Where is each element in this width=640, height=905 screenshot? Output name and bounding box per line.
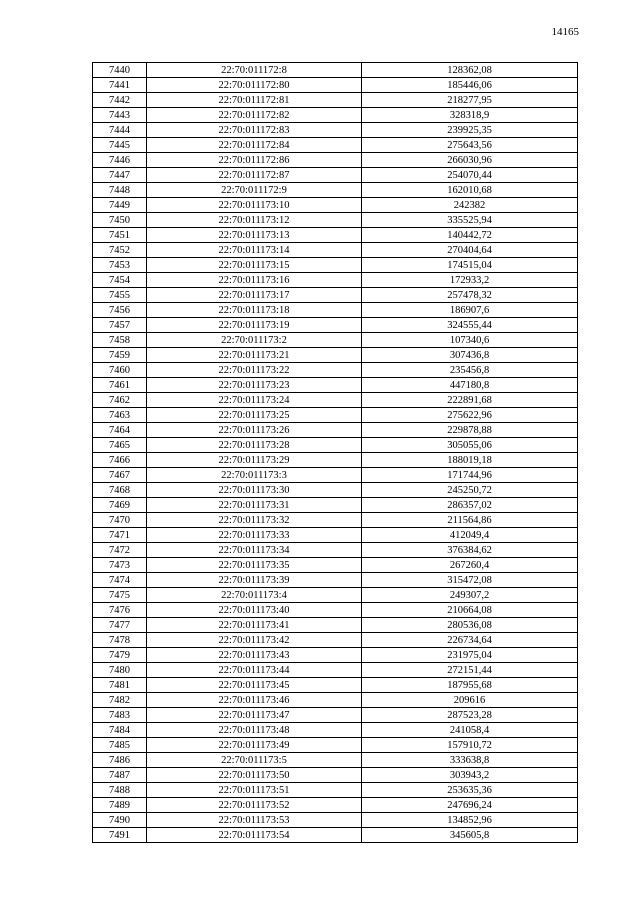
cadastral-number-cell: 22:70:011173:29 — [147, 453, 362, 468]
row-number-cell: 7461 — [93, 378, 147, 393]
value-cell: 287523,28 — [362, 708, 578, 723]
table-row — [93, 168, 578, 183]
value-cell: 249307,2 — [362, 588, 578, 603]
table-row — [93, 633, 578, 648]
table-row — [93, 123, 578, 138]
table-row — [93, 798, 578, 813]
value-cell: 275622,96 — [362, 408, 578, 423]
row-number-cell: 7454 — [93, 273, 147, 288]
row-number-cell: 7483 — [93, 708, 147, 723]
value-cell: 286357,02 — [362, 498, 578, 513]
table-row — [93, 363, 578, 378]
table-row — [93, 333, 578, 348]
value-cell: 266030,96 — [362, 153, 578, 168]
value-cell: 335525,94 — [362, 213, 578, 228]
row-number-cell: 7468 — [93, 483, 147, 498]
row-number-cell: 7472 — [93, 543, 147, 558]
row-number-cell: 7485 — [93, 738, 147, 753]
table-row — [93, 153, 578, 168]
cadastral-number-cell: 22:70:011173:13 — [147, 228, 362, 243]
cadastral-number-cell: 22:70:011173:15 — [147, 258, 362, 273]
value-cell: 241058,4 — [362, 723, 578, 738]
value-cell: 134852,96 — [362, 813, 578, 828]
row-number-cell: 7476 — [93, 603, 147, 618]
row-number-cell: 7459 — [93, 348, 147, 363]
value-cell: 275643,56 — [362, 138, 578, 153]
cadastral-number-cell: 22:70:011172:86 — [147, 153, 362, 168]
row-number-cell: 7475 — [93, 588, 147, 603]
table-row — [93, 573, 578, 588]
value-cell: 247696,24 — [362, 798, 578, 813]
table-row — [93, 828, 578, 843]
cadastral-number-cell: 22:70:011173:41 — [147, 618, 362, 633]
table-row — [93, 813, 578, 828]
cadastral-number-cell: 22:70:011173:53 — [147, 813, 362, 828]
row-number-cell: 7445 — [93, 138, 147, 153]
table-row — [93, 663, 578, 678]
cadastral-number-cell: 22:70:011173:19 — [147, 318, 362, 333]
value-cell: 162010,68 — [362, 183, 578, 198]
table-row — [93, 483, 578, 498]
table-row — [93, 183, 578, 198]
table-row — [93, 453, 578, 468]
row-number-cell: 7446 — [93, 153, 147, 168]
cadastral-number-cell: 22:70:011173:35 — [147, 558, 362, 573]
row-number-cell: 7449 — [93, 198, 147, 213]
value-cell: 140442,72 — [362, 228, 578, 243]
table-row — [93, 678, 578, 693]
table-row — [93, 708, 578, 723]
table-row — [93, 93, 578, 108]
cadastral-number-cell: 22:70:011173:39 — [147, 573, 362, 588]
cadastral-number-cell: 22:70:011173:42 — [147, 633, 362, 648]
value-cell: 174515,04 — [362, 258, 578, 273]
cadastral-number-cell: 22:70:011173:5 — [147, 753, 362, 768]
cadastral-number-cell: 22:70:011173:52 — [147, 798, 362, 813]
row-number-cell: 7447 — [93, 168, 147, 183]
row-number-cell: 7477 — [93, 618, 147, 633]
table-row — [93, 138, 578, 153]
row-number-cell: 7463 — [93, 408, 147, 423]
table-row — [93, 288, 578, 303]
table-row — [93, 228, 578, 243]
value-cell: 333638,8 — [362, 753, 578, 768]
row-number-cell: 7486 — [93, 753, 147, 768]
cadastral-number-cell: 22:70:011173:16 — [147, 273, 362, 288]
value-cell: 235456,8 — [362, 363, 578, 378]
cadastral-number-cell: 22:70:011172:81 — [147, 93, 362, 108]
row-number-cell: 7471 — [93, 528, 147, 543]
cadastral-number-cell: 22:70:011173:21 — [147, 348, 362, 363]
table-row — [93, 393, 578, 408]
table-row — [93, 198, 578, 213]
row-number-cell: 7478 — [93, 633, 147, 648]
value-cell: 270404,64 — [362, 243, 578, 258]
cadastral-number-cell: 22:70:011173:47 — [147, 708, 362, 723]
value-cell: 226734,64 — [362, 633, 578, 648]
cadastral-number-cell: 22:70:011173:10 — [147, 198, 362, 213]
value-cell: 412049,4 — [362, 528, 578, 543]
value-cell: 324555,44 — [362, 318, 578, 333]
cadastral-number-cell: 22:70:011173:17 — [147, 288, 362, 303]
cadastral-number-cell: 22:70:011173:50 — [147, 768, 362, 783]
cadastral-number-cell: 22:70:011173:31 — [147, 498, 362, 513]
cadastral-number-cell: 22:70:011173:33 — [147, 528, 362, 543]
table-row — [93, 63, 578, 78]
value-cell: 185446,06 — [362, 78, 578, 93]
table-row — [93, 513, 578, 528]
row-number-cell: 7460 — [93, 363, 147, 378]
table-row — [93, 213, 578, 228]
cadastral-number-cell: 22:70:011173:48 — [147, 723, 362, 738]
row-number-cell: 7466 — [93, 453, 147, 468]
row-number-cell: 7489 — [93, 798, 147, 813]
row-number-cell: 7457 — [93, 318, 147, 333]
value-cell: 128362,08 — [362, 63, 578, 78]
table-row — [93, 693, 578, 708]
cadastral-number-cell: 22:70:011173:18 — [147, 303, 362, 318]
value-cell: 254070,44 — [362, 168, 578, 183]
cadastral-number-cell: 22:70:011173:45 — [147, 678, 362, 693]
table-row — [93, 423, 578, 438]
row-number-cell: 7443 — [93, 108, 147, 123]
table-row — [93, 78, 578, 93]
value-cell: 210664,08 — [362, 603, 578, 618]
value-cell: 376384,62 — [362, 543, 578, 558]
row-number-cell: 7467 — [93, 468, 147, 483]
value-cell: 157910,72 — [362, 738, 578, 753]
table-row — [93, 723, 578, 738]
table-row — [93, 468, 578, 483]
value-cell: 218277,95 — [362, 93, 578, 108]
value-cell: 229878,88 — [362, 423, 578, 438]
table-row — [93, 258, 578, 273]
table-row — [93, 753, 578, 768]
table-row — [93, 303, 578, 318]
row-number-cell: 7455 — [93, 288, 147, 303]
table-row — [93, 378, 578, 393]
value-cell: 188019,18 — [362, 453, 578, 468]
table-row — [93, 768, 578, 783]
value-cell: 257478,32 — [362, 288, 578, 303]
row-number-cell: 7484 — [93, 723, 147, 738]
table-row — [93, 558, 578, 573]
row-number-cell: 7452 — [93, 243, 147, 258]
cadastral-value-table — [92, 62, 578, 843]
table-row — [93, 498, 578, 513]
table-row — [93, 318, 578, 333]
cadastral-number-cell: 22:70:011173:43 — [147, 648, 362, 663]
row-number-cell: 7441 — [93, 78, 147, 93]
value-cell: 209616 — [362, 693, 578, 708]
cadastral-number-cell: 22:70:011173:26 — [147, 423, 362, 438]
row-number-cell: 7440 — [93, 63, 147, 78]
cadastral-number-cell: 22:70:011173:2 — [147, 333, 362, 348]
table-row — [93, 243, 578, 258]
table-row — [93, 738, 578, 753]
table-row — [93, 648, 578, 663]
row-number-cell: 7444 — [93, 123, 147, 138]
cadastral-number-cell: 22:70:011173:22 — [147, 363, 362, 378]
cadastral-number-cell: 22:70:011173:24 — [147, 393, 362, 408]
cadastral-number-cell: 22:70:011173:25 — [147, 408, 362, 423]
row-number-cell: 7442 — [93, 93, 147, 108]
cadastral-number-cell: 22:70:011173:30 — [147, 483, 362, 498]
row-number-cell: 7481 — [93, 678, 147, 693]
value-cell: 280536,08 — [362, 618, 578, 633]
table-row — [93, 408, 578, 423]
value-cell: 307436,8 — [362, 348, 578, 363]
row-number-cell: 7458 — [93, 333, 147, 348]
row-number-cell: 7488 — [93, 783, 147, 798]
value-cell: 315472,08 — [362, 573, 578, 588]
table-row — [93, 108, 578, 123]
row-number-cell: 7479 — [93, 648, 147, 663]
table-row — [93, 783, 578, 798]
cadastral-number-cell: 22:70:011172:84 — [147, 138, 362, 153]
value-cell: 245250,72 — [362, 483, 578, 498]
value-cell: 187955,68 — [362, 678, 578, 693]
row-number-cell: 7464 — [93, 423, 147, 438]
table-row — [93, 588, 578, 603]
row-number-cell: 7482 — [93, 693, 147, 708]
row-number-cell: 7453 — [93, 258, 147, 273]
value-cell: 328318,9 — [362, 108, 578, 123]
row-number-cell: 7448 — [93, 183, 147, 198]
table-row — [93, 543, 578, 558]
row-number-cell: 7491 — [93, 828, 147, 843]
cadastral-number-cell: 22:70:011173:23 — [147, 378, 362, 393]
cadastral-number-cell: 22:70:011173:14 — [147, 243, 362, 258]
table-row — [93, 603, 578, 618]
value-cell: 222891,68 — [362, 393, 578, 408]
table-row — [93, 273, 578, 288]
cadastral-number-cell: 22:70:011173:40 — [147, 603, 362, 618]
cadastral-number-cell: 22:70:011173:32 — [147, 513, 362, 528]
row-number-cell: 7451 — [93, 228, 147, 243]
cadastral-number-cell: 22:70:011172:82 — [147, 108, 362, 123]
value-cell: 305055,06 — [362, 438, 578, 453]
value-cell: 345605,8 — [362, 828, 578, 843]
row-number-cell: 7480 — [93, 663, 147, 678]
table-row — [93, 618, 578, 633]
value-cell: 239925,35 — [362, 123, 578, 138]
cadastral-number-cell: 22:70:011172:9 — [147, 183, 362, 198]
cadastral-number-cell: 22:70:011173:46 — [147, 693, 362, 708]
table-row — [93, 438, 578, 453]
cadastral-number-cell: 22:70:011173:51 — [147, 783, 362, 798]
value-cell: 242382 — [362, 198, 578, 213]
cadastral-number-cell: 22:70:011173:54 — [147, 828, 362, 843]
row-number-cell: 7465 — [93, 438, 147, 453]
row-number-cell: 7487 — [93, 768, 147, 783]
cadastral-number-cell: 22:70:011172:83 — [147, 123, 362, 138]
row-number-cell: 7462 — [93, 393, 147, 408]
cadastral-number-cell: 22:70:011173:12 — [147, 213, 362, 228]
cadastral-number-cell: 22:70:011173:4 — [147, 588, 362, 603]
value-cell: 267260,4 — [362, 558, 578, 573]
value-cell: 186907,6 — [362, 303, 578, 318]
cadastral-number-cell: 22:70:011173:44 — [147, 663, 362, 678]
row-number-cell: 7450 — [93, 213, 147, 228]
cadastral-number-cell: 22:70:011172:87 — [147, 168, 362, 183]
value-cell: 171744,96 — [362, 468, 578, 483]
table-row — [93, 348, 578, 363]
row-number-cell: 7474 — [93, 573, 147, 588]
row-number-cell: 7473 — [93, 558, 147, 573]
row-number-cell: 7469 — [93, 498, 147, 513]
value-cell: 303943,2 — [362, 768, 578, 783]
value-cell: 211564,86 — [362, 513, 578, 528]
cadastral-number-cell: 22:70:011172:80 — [147, 78, 362, 93]
cadastral-number-cell: 22:70:011172:8 — [147, 63, 362, 78]
value-cell: 107340,6 — [362, 333, 578, 348]
value-cell: 272151,44 — [362, 663, 578, 678]
page-number: 14165 — [551, 26, 579, 38]
table-body — [93, 63, 578, 843]
cadastral-number-cell: 22:70:011173:3 — [147, 468, 362, 483]
value-cell: 231975,04 — [362, 648, 578, 663]
value-cell: 253635,36 — [362, 783, 578, 798]
cadastral-number-cell: 22:70:011173:28 — [147, 438, 362, 453]
cadastral-number-cell: 22:70:011173:49 — [147, 738, 362, 753]
row-number-cell: 7470 — [93, 513, 147, 528]
row-number-cell: 7490 — [93, 813, 147, 828]
value-cell: 447180,8 — [362, 378, 578, 393]
value-cell: 172933,2 — [362, 273, 578, 288]
row-number-cell: 7456 — [93, 303, 147, 318]
table-row — [93, 528, 578, 543]
cadastral-number-cell: 22:70:011173:34 — [147, 543, 362, 558]
